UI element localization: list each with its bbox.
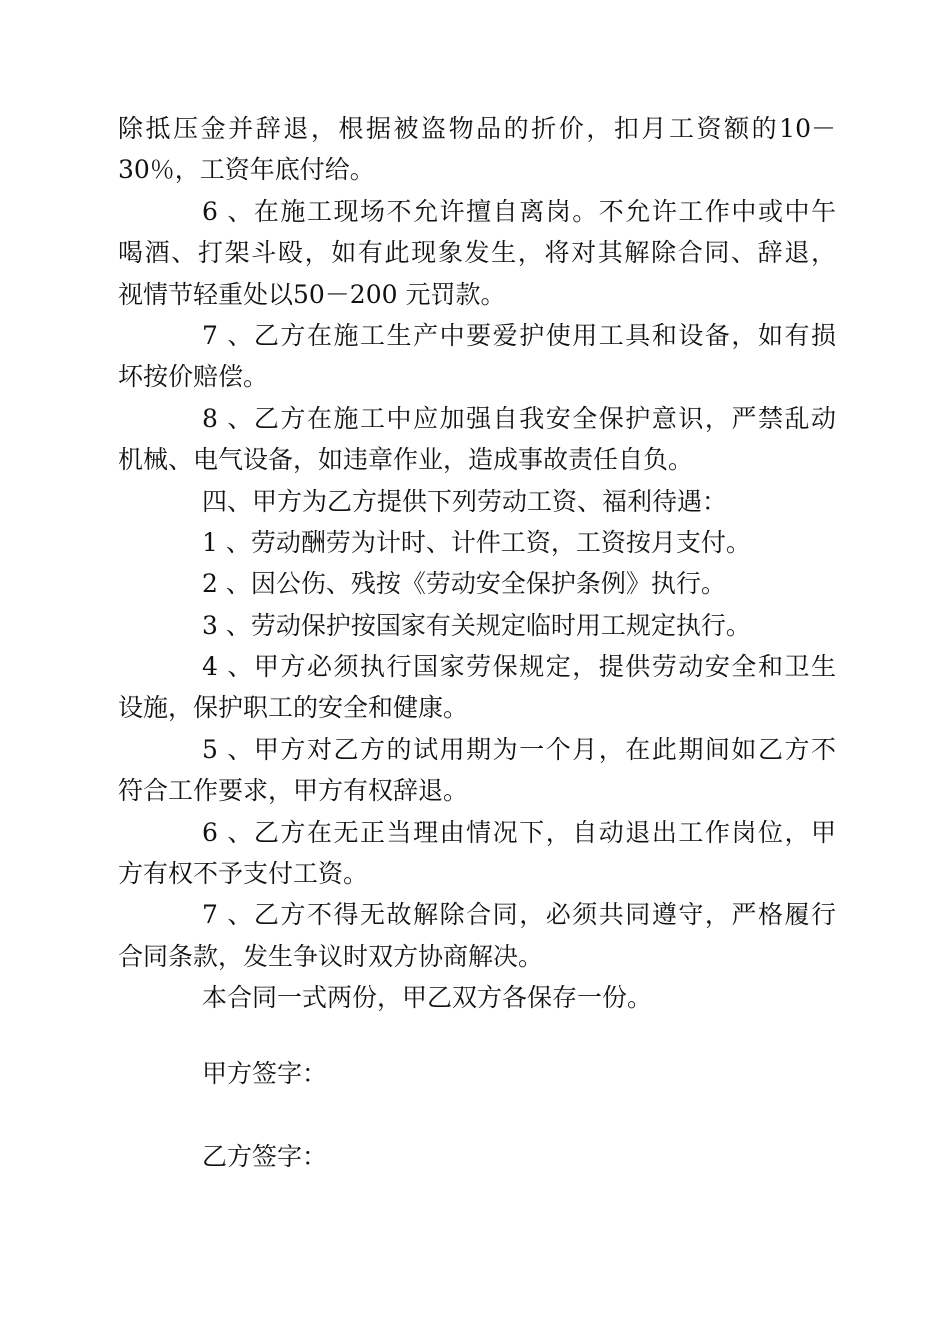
text-line: 7 、乙方在施工生产中要爱护使用工具和设备，如有损 [202, 320, 836, 350]
text-line: 符合工作要求，甲方有权辞退。 [118, 776, 469, 806]
text-line: 方有权不予支付工资。 [118, 859, 369, 889]
text-line: 6 、乙方在无正当理由情况下，自动退出工作岗位，甲 [202, 817, 836, 847]
text-line: 30％，工资年底付给。 [118, 155, 375, 185]
text-line: 合同条款，发生争议时双方协商解决。 [118, 941, 544, 971]
text-line: 坏按价赔偿。 [118, 362, 269, 392]
party-a-signature-label: 甲方签字： [202, 1059, 328, 1088]
text-line: 1 、劳动酬劳为计时、计件工资，工资按月支付。 [202, 527, 751, 557]
text-line: 机械、电气设备，如违章作业，造成事故责任自负。 [118, 445, 694, 475]
text-line: 2 、因公伤、残按《劳动安全保护条例》执行。 [202, 569, 726, 599]
text-line: 本合同一式两份，甲乙双方各保存一份。 [202, 983, 653, 1013]
party-b-signature-label: 乙方签字： [202, 1142, 328, 1171]
text-line: 视情节轻重处以50－200 元罚款。 [118, 279, 506, 309]
contract-body [118, 108, 836, 1019]
text-line: 喝酒、打架斗殴，如有此现象发生，将对其解除合同、辞退， [118, 238, 836, 268]
text-line: 四、甲方为乙方提供下列劳动工资、福利待遇： [202, 486, 728, 516]
text-line: 5 、甲方对乙方的试用期为一个月，在此期间如乙方不 [202, 734, 836, 764]
text-line: 设施，保护职工的安全和健康。 [118, 693, 469, 723]
text-line: 4 、甲方必须执行国家劳保规定，提供劳动安全和卫生 [202, 652, 836, 682]
text-line: 7 、乙方不得无故解除合同，必须共同遵守，严格履行 [202, 900, 836, 930]
text-line: 3 、劳动保护按国家有关规定临时用工规定执行。 [202, 610, 751, 640]
text-line: 6 、在施工现场不允许擅自离岗。不允许工作中或中午 [202, 196, 836, 226]
text-line: 8 、乙方在施工中应加强自我安全保护意识，严禁乱动 [202, 403, 836, 433]
text-line: 除抵压金并辞退，根据被盗物品的折价，扣月工资额的10－ [118, 114, 836, 143]
